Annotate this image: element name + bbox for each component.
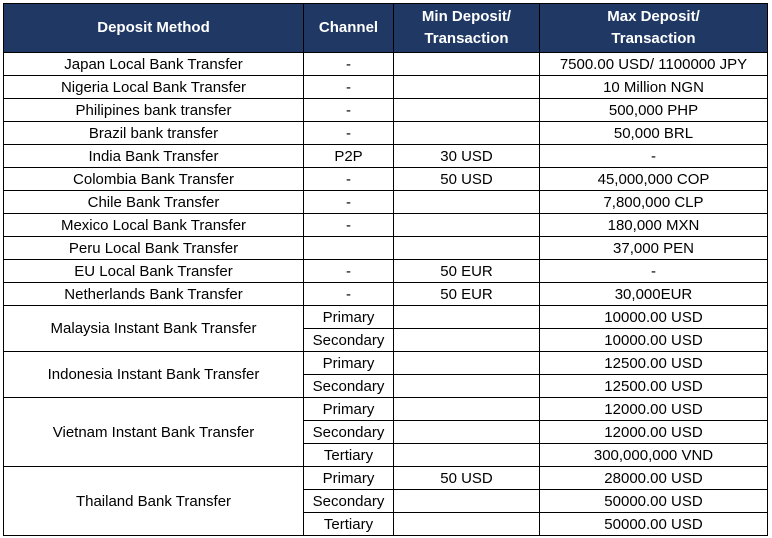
min-deposit-cell (394, 191, 540, 214)
max-deposit-cell: 12000.00 USD (540, 421, 768, 444)
method-cell: Philipines bank transfer (4, 99, 304, 122)
method-cell: Colombia Bank Transfer (4, 168, 304, 191)
channel-cell: - (304, 99, 394, 122)
min-deposit-cell (394, 53, 540, 76)
min-deposit-cell (394, 421, 540, 444)
header-channel: Channel (304, 4, 394, 53)
method-cell-thailand: Thailand Bank Transfer (4, 467, 304, 536)
method-cell: Mexico Local Bank Transfer (4, 214, 304, 237)
max-deposit-cell: 50,000 BRL (540, 122, 768, 145)
channel-cell: - (304, 283, 394, 306)
header-max-line2: Transaction (611, 30, 696, 47)
min-deposit-cell (394, 490, 540, 513)
max-deposit-cell: 10 Million NGN (540, 76, 768, 99)
channel-cell: Secondary (304, 421, 394, 444)
max-deposit-cell: 500,000 PHP (540, 99, 768, 122)
channel-cell: - (304, 76, 394, 99)
method-cell-vietnam: Vietnam Instant Bank Transfer (4, 398, 304, 467)
table-row (4, 398, 768, 421)
min-deposit-cell: 50 EUR (394, 260, 540, 283)
table-row (4, 76, 768, 99)
table-row (4, 122, 768, 145)
max-deposit-cell: 37,000 PEN (540, 237, 768, 260)
table-row (4, 53, 768, 76)
min-deposit-cell (394, 76, 540, 99)
header-min-deposit (394, 4, 540, 53)
min-deposit-cell (394, 122, 540, 145)
channel-cell: - (304, 214, 394, 237)
channel-cell: Primary (304, 352, 394, 375)
max-deposit-cell: 300,000,000 VND (540, 444, 768, 467)
method-cell: EU Local Bank Transfer (4, 260, 304, 283)
header-max-deposit (540, 4, 768, 53)
min-deposit-cell (394, 398, 540, 421)
header-row (4, 4, 768, 53)
max-deposit-cell: 45,000,000 COP (540, 168, 768, 191)
max-deposit-cell: 180,000 MXN (540, 214, 768, 237)
max-deposit-cell: 50000.00 USD (540, 490, 768, 513)
header-max-line1: Max Deposit/ (607, 8, 700, 25)
min-deposit-cell (394, 375, 540, 398)
table-row (4, 99, 768, 122)
channel-cell: Primary (304, 398, 394, 421)
max-deposit-cell: 10000.00 USD (540, 306, 768, 329)
min-deposit-cell (394, 99, 540, 122)
min-deposit-cell (394, 306, 540, 329)
max-deposit-cell: 7500.00 USD/ 1100000 JPY (540, 53, 768, 76)
channel-cell: Tertiary (304, 513, 394, 536)
table-row (4, 145, 768, 168)
table-row (4, 237, 768, 260)
table-row (4, 283, 768, 306)
header-deposit-method: Deposit Method (4, 4, 304, 53)
max-deposit-cell: 10000.00 USD (540, 329, 768, 352)
max-deposit-cell: 12500.00 USD (540, 375, 768, 398)
channel-cell: P2P (304, 145, 394, 168)
max-deposit-cell: 28000.00 USD (540, 467, 768, 490)
table-row (4, 260, 768, 283)
min-deposit-cell: 50 USD (394, 467, 540, 490)
min-deposit-cell (394, 214, 540, 237)
max-deposit-cell: - (540, 260, 768, 283)
channel-cell: Primary (304, 467, 394, 490)
channel-cell: Primary (304, 306, 394, 329)
channel-cell: Tertiary (304, 444, 394, 467)
min-deposit-cell: 50 EUR (394, 283, 540, 306)
method-cell: Japan Local Bank Transfer (4, 53, 304, 76)
channel-cell: Secondary (304, 490, 394, 513)
channel-cell: - (304, 168, 394, 191)
max-deposit-cell: 7,800,000 CLP (540, 191, 768, 214)
channel-cell (304, 237, 394, 260)
channel-cell: - (304, 191, 394, 214)
max-deposit-cell: - (540, 145, 768, 168)
method-cell: Chile Bank Transfer (4, 191, 304, 214)
table-row (4, 467, 768, 490)
min-deposit-cell (394, 513, 540, 536)
table-row (4, 352, 768, 375)
channel-cell: - (304, 260, 394, 283)
method-cell: Netherlands Bank Transfer (4, 283, 304, 306)
min-deposit-cell: 30 USD (394, 145, 540, 168)
max-deposit-cell: 50000.00 USD (540, 513, 768, 536)
channel-cell: Secondary (304, 375, 394, 398)
channel-cell: Secondary (304, 329, 394, 352)
min-deposit-cell: 50 USD (394, 168, 540, 191)
method-cell: Brazil bank transfer (4, 122, 304, 145)
header-min-line1: Min Deposit/ (421, 8, 512, 25)
min-deposit-cell (394, 444, 540, 467)
min-deposit-cell (394, 329, 540, 352)
method-cell: India Bank Transfer (4, 145, 304, 168)
table-row (4, 191, 768, 214)
method-cell: Peru Local Bank Transfer (4, 237, 304, 260)
max-deposit-cell: 30,000EUR (540, 283, 768, 306)
max-deposit-cell: 12500.00 USD (540, 352, 768, 375)
table-row (4, 168, 768, 191)
table-row (4, 214, 768, 237)
table-row (4, 306, 768, 329)
header-min-line2: Transaction (424, 30, 509, 47)
channel-cell: - (304, 122, 394, 145)
min-deposit-cell (394, 352, 540, 375)
channel-cell: - (304, 53, 394, 76)
max-deposit-cell: 12000.00 USD (540, 398, 768, 421)
method-cell-malaysia: Malaysia Instant Bank Transfer (4, 306, 304, 352)
min-deposit-cell (394, 237, 540, 260)
deposit-methods-table (3, 3, 768, 536)
method-cell: Nigeria Local Bank Transfer (4, 76, 304, 99)
method-cell-indonesia: Indonesia Instant Bank Transfer (4, 352, 304, 398)
